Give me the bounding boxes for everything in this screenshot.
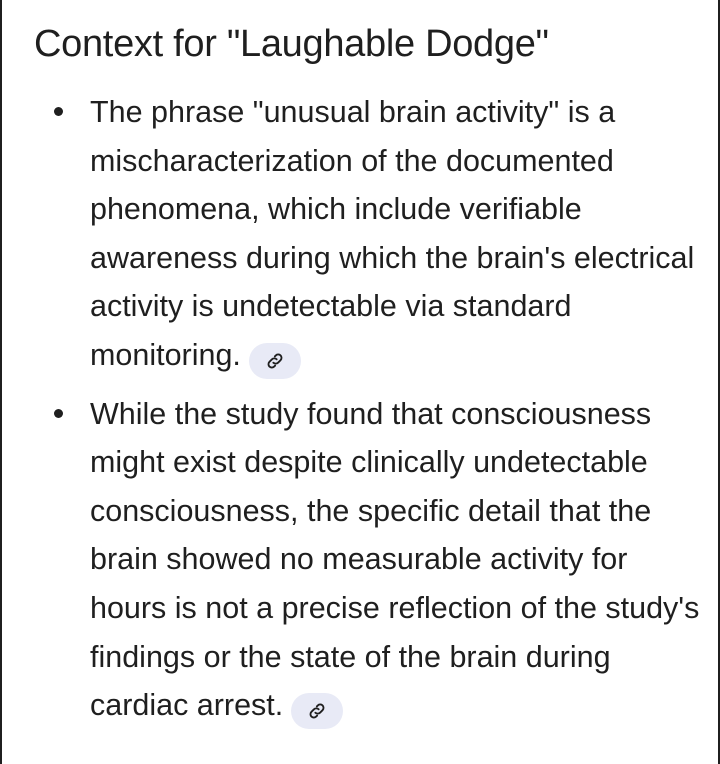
link-icon xyxy=(265,351,285,371)
response-section xyxy=(34,18,704,740)
section-heading: Context for "Laughable Dodge" xyxy=(34,23,549,65)
bullet-text: While the study found that consciousness might exist despite clinically undetectable consciousness, the specific detail that the brain showed no measurable activity for hours is not a precise reflection of the study's findings or the state of the brain during cardiac arrest. xyxy=(90,396,700,723)
bullet-list xyxy=(34,88,704,730)
citation-link-button[interactable] xyxy=(291,693,343,729)
bullet-dot xyxy=(54,409,63,418)
window-border-left xyxy=(0,0,2,764)
bullet-text: The phrase "unusual brain activity" is a mischaracterization of the documented phenomena, which include verifiable awareness during which the brain's electrical activity is undetectable via standard monitoring. xyxy=(90,95,695,372)
citation-link-button[interactable] xyxy=(249,343,301,379)
list-item xyxy=(34,390,704,730)
bullet-dot xyxy=(54,107,63,116)
link-icon xyxy=(307,701,327,721)
list-item xyxy=(34,88,704,380)
